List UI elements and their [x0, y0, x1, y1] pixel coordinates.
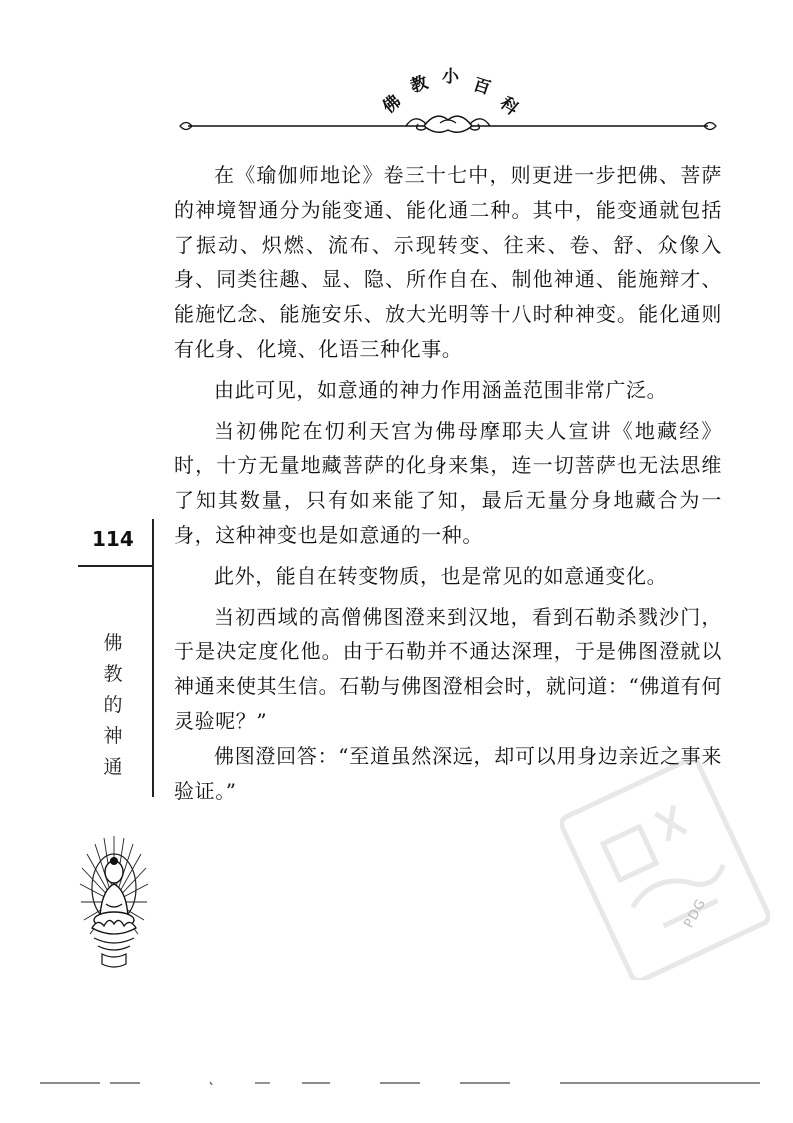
- chapter-title-char: 的: [103, 694, 123, 716]
- chapter-title-char: 佛: [103, 632, 123, 654]
- paragraph: 当初西域的高僧佛图澄来到汉地，看到石勒杀戮沙门，于是决定度化他。由于石勒并不通达深理，于是佛图澄就以神通来使其生信。石勒与佛图澄相会时，就问道：“佛道有何灵验呢？”: [174, 604, 722, 733]
- seal-watermark: [560, 760, 770, 980]
- series-title-char: 佛: [379, 91, 406, 118]
- chapter-title-char: 教: [103, 663, 123, 685]
- paragraph: 在《瑜伽师地论》卷三十七中，则更进一步把佛、菩萨的神境智通分为能变通、能化通二种。其中，能变通就包括了振动、炽燃、流布、示现转变、往来、卷、舒、众像入身、同类往趣、显、隐、所作自在、制他神通、能施辩才、能施忆念、能施安乐、放大光明等十八时种神变。能化通则有化身、化境、化语三种化事。: [174, 163, 722, 361]
- body-text: [174, 158, 722, 808]
- paragraph: 佛图澄回答：“至道虽然深远，却可以用身边亲近之事来验证。”: [174, 743, 722, 803]
- paragraph: 当初佛陀在忉利天宫为佛母摩耶夫人宣讲《地藏经》时，十方无量地藏菩萨的化身来集，连一切菩萨也无法思维了知其数量，只有如来能了知，最后无量分身地藏合为一身，这种神变也是如意通的一种。: [174, 418, 722, 547]
- series-title-char: 教: [408, 72, 431, 98]
- margin-divider: [78, 565, 154, 567]
- series-title-char: 科: [495, 93, 522, 120]
- series-title-char: 小: [442, 67, 459, 87]
- series-title-char: 百: [470, 74, 493, 100]
- paragraph: 由此可见，如意通的神力作用涵盖范围非常广泛。: [214, 377, 668, 402]
- chapter-title-vertical: [101, 628, 125, 783]
- watermark-label: PDG: [681, 896, 710, 931]
- margin-vertical-rule: [152, 519, 154, 797]
- chapter-title-char: 通: [103, 756, 123, 778]
- chapter-title-char: 神: [103, 725, 123, 747]
- scan-artifact-line: [40, 1081, 760, 1085]
- header-ornament-rule: [178, 110, 718, 146]
- buddha-halo-icon: [78, 832, 150, 972]
- page-number: 114: [92, 527, 134, 551]
- paragraph: 此外，能自在转变物质，也是常见的如意通变化。: [214, 563, 668, 588]
